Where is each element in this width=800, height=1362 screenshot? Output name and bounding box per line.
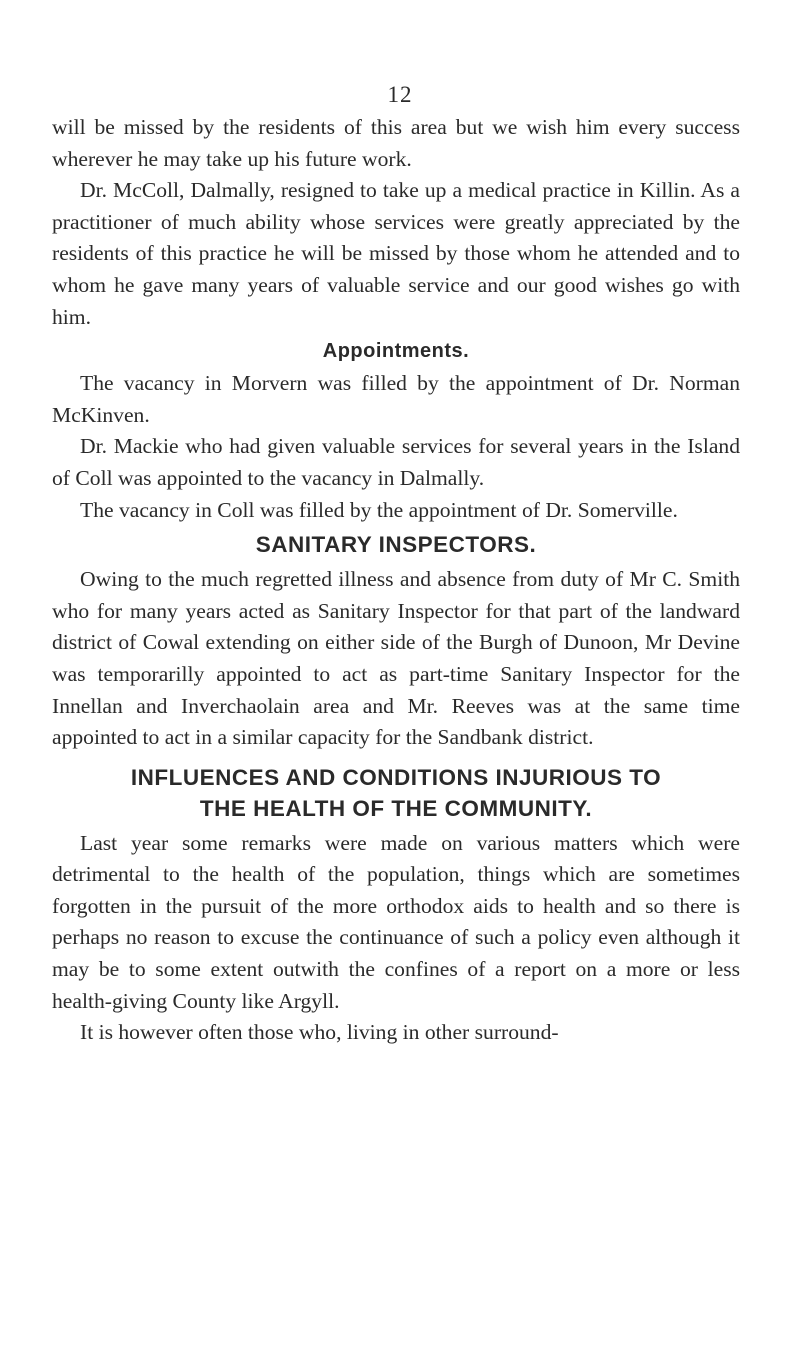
appointments-heading: Appointments. — [322, 340, 470, 363]
influences-heading-line-2: THE HEALTH OF THE COMMUNITY. — [199, 795, 593, 821]
influences-paragraph-1: Last year some remarks were made on various matters which were detrimental to the health of the population, things which are sometimes forgotten in the pursuit of the more orthodox aids to health and so there is perhaps no reason to excuse the continuance of such a policy even although it may be to some extent outwith the confines of a report on a more or less health-giving County like Argyll. — [52, 830, 740, 1013]
coll-appointment-paragraph: The vacancy in Coll was filled by the appointment of Dr. Somerville. — [80, 497, 678, 522]
influences-heading-line-1: INFLUENCES AND CONDITIONS INJURIOUS TO — [130, 764, 662, 790]
page-body — [52, 112, 740, 1049]
influences-paragraph-2: It is however often those who, living in other surround- — [80, 1020, 559, 1045]
influences-heading — [52, 762, 740, 824]
sanitary-inspectors-paragraph: Owing to the much regretted illness and absence from duty of Mr C. Smith who for many years acted as Sanitary Inspector for that part of the landward district of Cowal extending on either side of the Burgh of Dunoon, Mr Devine was temporarilly appointed to act as part-time Sanitary Inspector for the Innellan and Inverchaolain area and Mr. Reeves was at the same time appointed to act in a similar capacity for the Sandbank district. — [52, 567, 740, 750]
page-number: 12 — [387, 82, 413, 107]
morvern-appointment-paragraph: The vacancy in Morvern was filled by the appointment of Dr. Norman McKinven. — [52, 371, 740, 427]
mccoll-resignation-paragraph: Dr. McColl, Dalmally, resigned to take up a medical practice in Killin. As a practitioner of much ability whose services were greatly appreciated by the residents of this practice he will be missed by those whom he attended and to whom he gave many years of valuable service and our good wishes go with him. — [52, 178, 740, 329]
sanitary-inspectors-heading: SANITARY INSPECTORS. — [255, 532, 537, 558]
dalmally-appointment-paragraph: Dr. Mackie who had given valuable services for several years in the Island of Coll was appointed to the vacancy in Dalmally. — [52, 434, 740, 490]
intro-paragraph-continuation: will be missed by the residents of this area but we wish him every success wherever he may take up his future work. — [52, 115, 740, 171]
